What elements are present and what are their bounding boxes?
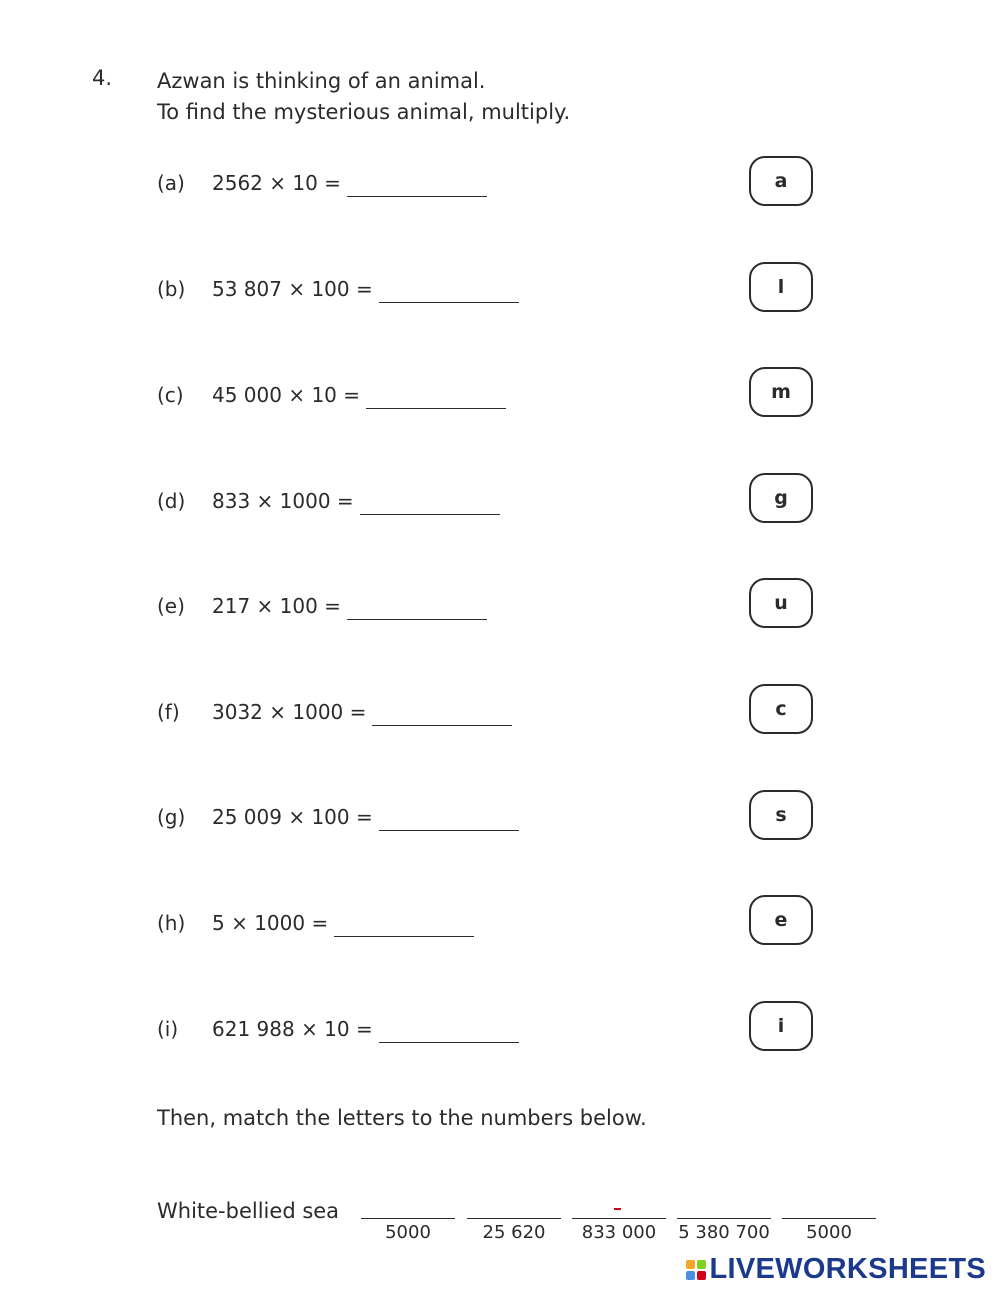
logo-text: LIVEWORKSHEETS: [709, 1253, 986, 1285]
answer-slot-number: 833 000: [581, 1222, 657, 1243]
answer-slot-number: 25 620: [482, 1222, 546, 1243]
answer-field-h[interactable]: [334, 910, 474, 937]
problem-label: (d): [157, 489, 186, 513]
problem-label: (a): [157, 171, 185, 195]
problem-expression: 45 000 × 10 =: [212, 383, 361, 407]
problem-expression: 3032 × 1000 =: [212, 700, 367, 724]
letter-box-d: g: [749, 473, 813, 523]
red-mark: [614, 1208, 621, 1210]
answer-field-e[interactable]: [347, 593, 487, 620]
answer-slot-number: 5000: [806, 1222, 852, 1243]
answer-slot-number: 5000: [385, 1222, 431, 1243]
answer-field-c[interactable]: [366, 382, 506, 409]
question-number: 4.: [92, 66, 113, 90]
problem-label: (f): [157, 700, 180, 724]
problem-row-c: [157, 380, 506, 410]
problem-row-b: [157, 274, 519, 304]
letter-box-b: l: [749, 262, 813, 312]
problem-row-e: [157, 591, 487, 621]
problem-label: (i): [157, 1017, 179, 1041]
problem-row-i: [157, 1014, 519, 1044]
answer-slot-3: [572, 1198, 666, 1243]
answer-field-i[interactable]: [379, 1016, 519, 1043]
liveworksheets-logo: [686, 1253, 987, 1286]
problem-expression: 833 × 1000 =: [212, 489, 354, 513]
letter-box-g: s: [749, 790, 813, 840]
answer-slot-input[interactable]: [677, 1198, 771, 1219]
logo-tile: [697, 1271, 706, 1280]
logo-tiles-icon: [686, 1260, 706, 1280]
answer-field-d[interactable]: [360, 488, 500, 515]
answer-field-a[interactable]: [347, 170, 487, 197]
problem-expression: 217 × 100 =: [212, 594, 341, 618]
answer-prefix: White-bellied sea: [157, 1199, 340, 1223]
answer-slot-input[interactable]: [782, 1198, 876, 1219]
intro-line-1: Azwan is thinking of an animal.: [157, 69, 486, 93]
intro-line-2: To find the mysterious animal, multiply.: [157, 100, 571, 124]
logo-tile: [697, 1260, 706, 1269]
problem-expression: 2562 × 10 =: [212, 171, 341, 195]
problem-expression: 621 988 × 10 =: [212, 1017, 373, 1041]
answer-slot-number: 5 380 700: [678, 1222, 770, 1243]
answer-slot-5: [782, 1198, 876, 1243]
problem-row-h: [157, 908, 474, 938]
problem-expression: 53 807 × 100 =: [212, 277, 373, 301]
problem-row-a: [157, 168, 487, 198]
problem-label: (h): [157, 911, 186, 935]
problem-label: (g): [157, 805, 186, 829]
answer-slot-input[interactable]: [467, 1198, 561, 1219]
problem-expression: 5 × 1000 =: [212, 911, 329, 935]
answer-slot-2: [467, 1198, 561, 1243]
letter-box-f: c: [749, 684, 813, 734]
letter-box-i: i: [749, 1001, 813, 1051]
logo-tile: [686, 1271, 695, 1280]
problem-label: (b): [157, 277, 186, 301]
problem-row-g: [157, 802, 519, 832]
answer-field-b[interactable]: [379, 276, 519, 303]
answer-slot-4: [677, 1198, 771, 1243]
letter-box-e: u: [749, 578, 813, 628]
answer-field-f[interactable]: [372, 699, 512, 726]
logo-tile: [686, 1260, 695, 1269]
problem-expression: 25 009 × 100 =: [212, 805, 373, 829]
letter-box-c: m: [749, 367, 813, 417]
letter-box-h: e: [749, 895, 813, 945]
problem-row-d: [157, 486, 500, 516]
letter-box-a: a: [749, 156, 813, 206]
answer-slot-1: [361, 1198, 455, 1243]
problem-label: (e): [157, 594, 185, 618]
problem-row-f: [157, 697, 512, 727]
answer-slot-input[interactable]: [361, 1198, 455, 1219]
answer-field-g[interactable]: [379, 804, 519, 831]
question-intro: [157, 66, 570, 128]
problem-label: (c): [157, 383, 184, 407]
match-instruction: Then, match the letters to the numbers below.: [157, 1106, 647, 1130]
